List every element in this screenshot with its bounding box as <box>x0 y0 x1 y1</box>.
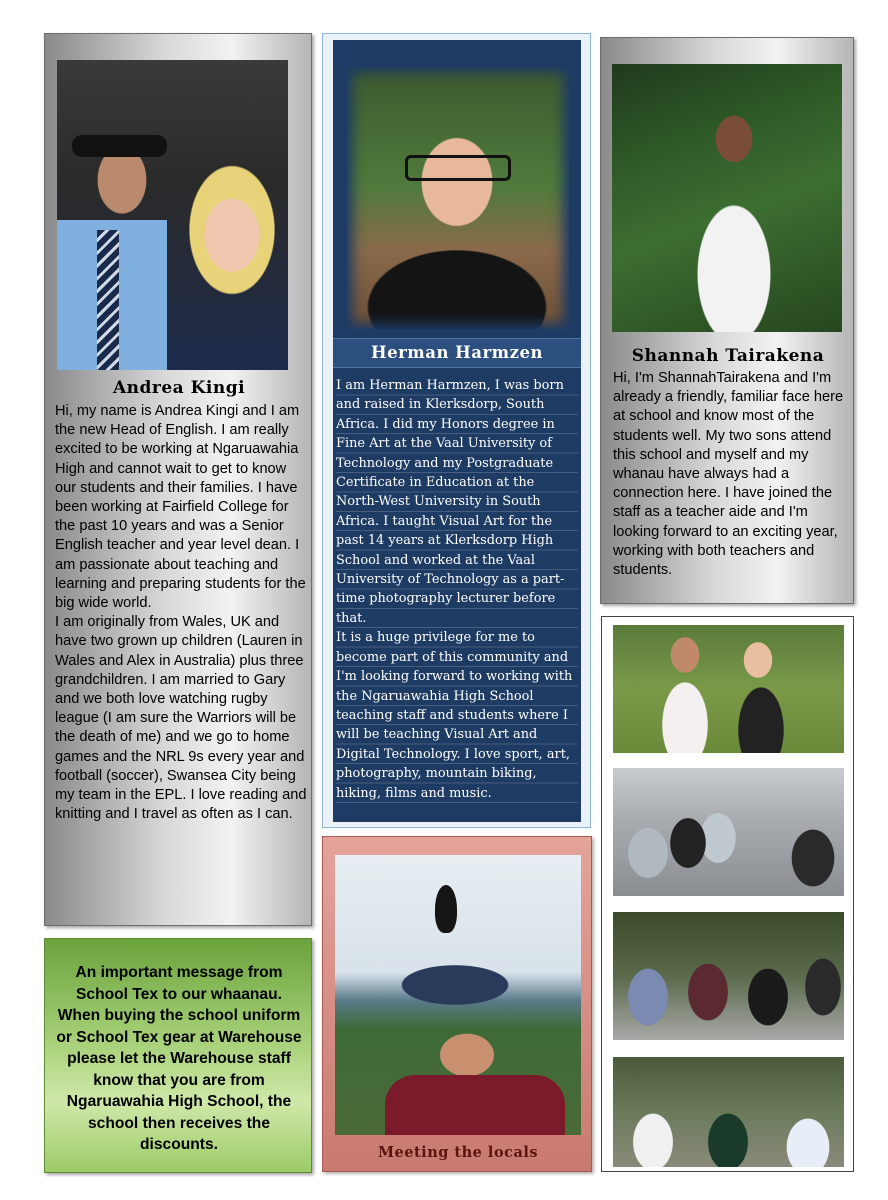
herman-bio-paragraph-2: It is a huge privilege for me to become part of this community and I'm looking forward to working with the Ngaruawahia High School teaching staff and students where I will be teaching Visual Art and Digital Technology. I love sport, art, photography, mountain biking, hiking, films and music. <box>336 630 573 801</box>
andrea-bio-paragraph-1: Hi, my name is Andrea Kingi and I am the new Head of English. I am really excited to be working at Ngaruawahia High and cannot wait to get to know our students and their families. I have been working at Fairfield College for the past 10 years and was a Senior English teacher and year level dean. I am passionate about teaching and learning and preparing students for the big wide world. <box>55 403 306 612</box>
photo-tie <box>97 230 119 370</box>
student-photo-collage <box>601 616 854 1172</box>
herman-harmzen-photo <box>347 67 569 329</box>
photo-glasses <box>405 155 511 181</box>
andrea-kingi-photo <box>57 60 288 370</box>
shannah-tairakena-bio: Hi, I'm ShannahTairakena and I'm already a friendly, familiar face here at school and know most of the students well. My two sons attend this school and myself and my whanau have always had a connection here. I have joined the staff as a teacher aide and I'm looking forward to an exciting year, working with both teachers and students. <box>613 370 844 579</box>
student-with-bird-photo <box>335 855 581 1135</box>
andrea-kingi-bio <box>55 402 309 824</box>
collage-photo-1 <box>613 625 844 753</box>
photo-sunglasses <box>72 135 167 157</box>
school-tex-message-panel <box>44 938 312 1173</box>
herman-harmzen-bio <box>336 376 578 803</box>
photo-jersey <box>385 1075 565 1135</box>
meeting-the-locals-caption: Meeting the locals <box>377 1144 539 1161</box>
shannah-tairakena-name: Shannah Tairakena <box>631 346 825 366</box>
school-tex-message: An important message from School Tex to our whaanau. When buying the school uniform or School Tex gear at Warehouse please let the Warehouse staff know that you are from Ngaruawahia High School, the school then receives the discounts. <box>56 964 302 1153</box>
collage-photo-4 <box>613 1057 844 1167</box>
collage-photo-3 <box>613 912 844 1040</box>
andrea-kingi-name: Andrea Kingi <box>112 378 246 398</box>
shannah-tairakena-photo <box>612 64 842 332</box>
shannah-tairakena-panel <box>600 37 854 604</box>
meeting-the-locals-panel <box>322 836 592 1172</box>
andrea-kingi-panel <box>44 33 312 926</box>
herman-harmzen-name: Herman Harmzen <box>371 343 543 362</box>
herman-bio-paragraph-1: I am Herman Harmzen, I was born and raised in Klerksdorp, South Africa. I did my Honors degree in Fine Art at the Vaal University of Technology and my Postgraduate Certificate in Education at the North-West University in South Africa. I taught Visual Art for the past 14 years at Klerksdorp High School and worked at the Vaal University of Technology as a part-time photography lecturer before that. <box>336 378 565 626</box>
collage-photo-2 <box>613 768 844 896</box>
andrea-bio-paragraph-2: I am originally from Wales, UK and have two grown up children (Lauren in Wales and Alex in Australia) plus three grandchildren. I am married to Gary and we both love watching rugby league (I am sure the Warriors will be the death of me) and we go to home games and the NRL 9s every year and football (soccer), Swansea City being my team in the EPL. I love reading and knitting and I travel as often as I can. <box>55 614 307 823</box>
bird-icon <box>435 885 457 933</box>
